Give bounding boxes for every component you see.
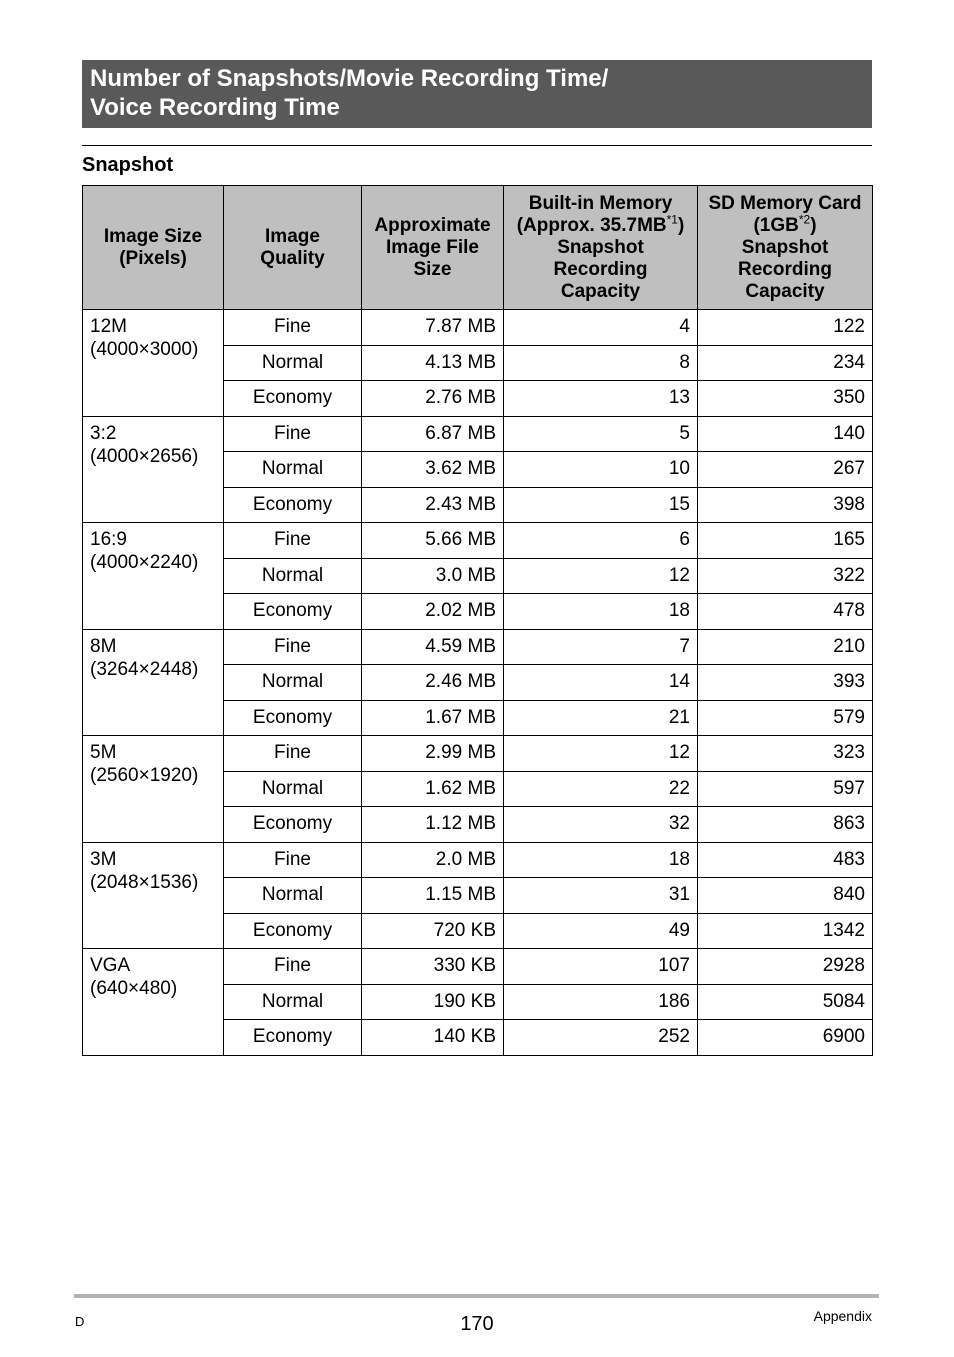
sd-capacity-cell: 322 bbox=[698, 558, 873, 594]
builtin-capacity-cell: 14 bbox=[504, 665, 698, 701]
page-title-line-2: Voice Recording Time bbox=[90, 94, 340, 121]
sd-capacity-cell: 478 bbox=[698, 594, 873, 630]
builtin-capacity-cell: 32 bbox=[504, 807, 698, 843]
builtin-capacity-cell: 252 bbox=[504, 1020, 698, 1056]
file-size-cell: 2.43 MB bbox=[362, 487, 504, 523]
builtin-capacity-cell: 10 bbox=[504, 452, 698, 488]
quality-cell: Fine bbox=[224, 629, 362, 665]
builtin-capacity-cell: 8 bbox=[504, 345, 698, 381]
footnote-marker-2: *2 bbox=[798, 212, 811, 227]
image-size-label: 3:2 bbox=[90, 422, 117, 444]
builtin-capacity-cell: 22 bbox=[504, 771, 698, 807]
quality-cell: Economy bbox=[224, 913, 362, 949]
builtin-capacity-cell: 12 bbox=[504, 558, 698, 594]
builtin-capacity-cell: 21 bbox=[504, 700, 698, 736]
file-size-cell: 190 KB bbox=[362, 984, 504, 1020]
page-title-line-1: Number of Snapshots/Movie Recording Time/ bbox=[90, 65, 609, 92]
header-file-size: Approximate Image File Size bbox=[362, 186, 504, 310]
image-size-cell bbox=[83, 842, 224, 949]
image-size-cell bbox=[83, 416, 224, 523]
builtin-capacity-cell: 15 bbox=[504, 487, 698, 523]
quality-cell: Economy bbox=[224, 594, 362, 630]
sd-capacity-cell: 210 bbox=[698, 629, 873, 665]
page-title-bar bbox=[82, 60, 872, 128]
image-size-pixels: (2048×1536) bbox=[90, 871, 199, 893]
sd-capacity-cell: 1342 bbox=[698, 913, 873, 949]
image-size-label: VGA bbox=[90, 955, 131, 976]
builtin-capacity-cell: 6 bbox=[504, 523, 698, 559]
table-header-row bbox=[83, 186, 873, 310]
file-size-cell: 2.76 MB bbox=[362, 381, 504, 417]
header-image-quality: Image Quality bbox=[224, 186, 362, 310]
header-image-size: Image Size (Pixels) bbox=[83, 186, 224, 310]
image-size-label: 5M bbox=[90, 742, 117, 763]
page-number: 170 bbox=[460, 1313, 494, 1335]
file-size-cell: 3.0 MB bbox=[362, 558, 504, 594]
file-size-cell: 5.66 MB bbox=[362, 523, 504, 559]
builtin-capacity-cell: 31 bbox=[504, 878, 698, 914]
file-size-cell: 1.15 MB bbox=[362, 878, 504, 914]
builtin-capacity-cell: 18 bbox=[504, 594, 698, 630]
sd-capacity-cell: 122 bbox=[698, 310, 873, 346]
quality-cell: Normal bbox=[224, 771, 362, 807]
builtin-capacity-cell: 4 bbox=[504, 310, 698, 346]
footnote-marker-1: *1 bbox=[666, 212, 678, 227]
sd-capacity-cell: 267 bbox=[698, 452, 873, 488]
image-size-cell bbox=[83, 629, 224, 736]
table-row bbox=[83, 310, 873, 346]
quality-cell: Economy bbox=[224, 1020, 362, 1056]
quality-cell: Normal bbox=[224, 984, 362, 1020]
snapshot-capacity-table bbox=[82, 185, 873, 1056]
quality-cell: Economy bbox=[224, 700, 362, 736]
quality-cell: Economy bbox=[224, 487, 362, 523]
builtin-capacity-cell: 13 bbox=[504, 381, 698, 417]
table-row bbox=[83, 416, 873, 452]
header-sd-card: SD Memory Card (1GB$^{*2}$) Snapshot Recording Capacity bbox=[698, 186, 873, 310]
image-size-pixels: (2560×1920) bbox=[90, 765, 199, 786]
image-size-pixels: (4000×2656) bbox=[90, 445, 199, 467]
quality-cell: Fine bbox=[224, 523, 362, 559]
image-size-cell bbox=[83, 736, 224, 843]
quality-cell: Fine bbox=[224, 416, 362, 452]
builtin-capacity-cell: 18 bbox=[504, 842, 698, 878]
quality-cell: Economy bbox=[224, 807, 362, 843]
section-heading: Snapshot bbox=[82, 154, 174, 176]
file-size-cell: 1.67 MB bbox=[362, 700, 504, 736]
table-body bbox=[83, 310, 873, 1056]
quality-cell: Normal bbox=[224, 345, 362, 381]
quality-cell: Fine bbox=[224, 842, 362, 878]
builtin-capacity-cell: 186 bbox=[504, 984, 698, 1020]
table-row bbox=[83, 842, 873, 878]
file-size-cell: 2.0 MB bbox=[362, 842, 504, 878]
image-size-pixels: (4000×3000) bbox=[90, 339, 199, 360]
image-size-pixels: (640×480) bbox=[90, 978, 178, 999]
file-size-cell: 1.12 MB bbox=[362, 807, 504, 843]
sd-capacity-cell: 6900 bbox=[698, 1020, 873, 1056]
sd-capacity-cell: 140 bbox=[698, 416, 873, 452]
builtin-capacity-cell: 5 bbox=[504, 416, 698, 452]
image-size-pixels: (3264×2448) bbox=[90, 658, 199, 680]
sd-capacity-cell: 323 bbox=[698, 736, 873, 772]
file-size-cell: 3.62 MB bbox=[362, 452, 504, 488]
quality-cell: Normal bbox=[224, 452, 362, 488]
sd-capacity-cell: 234 bbox=[698, 345, 873, 381]
image-size-label: 12M bbox=[90, 316, 127, 337]
image-size-cell bbox=[83, 310, 224, 417]
file-size-cell: 2.46 MB bbox=[362, 665, 504, 701]
file-size-cell: 1.62 MB bbox=[362, 771, 504, 807]
file-size-cell: 140 KB bbox=[362, 1020, 504, 1056]
file-size-cell: 4.13 MB bbox=[362, 345, 504, 381]
quality-cell: Fine bbox=[224, 736, 362, 772]
quality-cell: Normal bbox=[224, 665, 362, 701]
file-size-cell: 2.02 MB bbox=[362, 594, 504, 630]
image-size-label: 3M bbox=[90, 848, 117, 870]
image-size-cell bbox=[83, 523, 224, 630]
sd-capacity-cell: 350 bbox=[698, 381, 873, 417]
quality-cell: Fine bbox=[224, 949, 362, 985]
sd-capacity-cell: 393 bbox=[698, 665, 873, 701]
builtin-capacity-cell: 107 bbox=[504, 949, 698, 985]
builtin-capacity-cell: 12 bbox=[504, 736, 698, 772]
file-size-cell: 2.99 MB bbox=[362, 736, 504, 772]
sd-capacity-cell: 2928 bbox=[698, 949, 873, 985]
sd-capacity-cell: 5084 bbox=[698, 984, 873, 1020]
sd-capacity-cell: 165 bbox=[698, 523, 873, 559]
image-size-cell bbox=[83, 949, 224, 1056]
sd-capacity-cell: 398 bbox=[698, 487, 873, 523]
image-size-pixels: (4000×2240) bbox=[90, 552, 199, 573]
quality-cell: Fine bbox=[224, 310, 362, 346]
table-row bbox=[83, 736, 873, 772]
image-size-label: 8M bbox=[90, 635, 117, 657]
file-size-cell: 720 KB bbox=[362, 913, 504, 949]
file-size-cell: 330 KB bbox=[362, 949, 504, 985]
table-row bbox=[83, 949, 873, 985]
header-builtin-memory: Built-in Memory (Approx. 35.7MB$^{*1}$) Snapshot Recording Capacity bbox=[504, 186, 698, 310]
sd-capacity-cell: 840 bbox=[698, 878, 873, 914]
table-row bbox=[83, 523, 873, 559]
quality-cell: Normal bbox=[224, 878, 362, 914]
title-divider bbox=[82, 145, 872, 146]
builtin-capacity-cell: 49 bbox=[504, 913, 698, 949]
file-size-cell: 7.87 MB bbox=[362, 310, 504, 346]
quality-cell: Normal bbox=[224, 558, 362, 594]
file-size-cell: 4.59 MB bbox=[362, 629, 504, 665]
sd-capacity-cell: 579 bbox=[698, 700, 873, 736]
file-size-cell: 6.87 MB bbox=[362, 416, 504, 452]
quality-cell: Economy bbox=[224, 381, 362, 417]
footer-divider bbox=[74, 1294, 879, 1298]
sd-capacity-cell: 597 bbox=[698, 771, 873, 807]
builtin-capacity-cell: 7 bbox=[504, 629, 698, 665]
sd-capacity-cell: 863 bbox=[698, 807, 873, 843]
sd-capacity-cell: 483 bbox=[698, 842, 873, 878]
footer-section-name: Appendix bbox=[813, 1308, 872, 1324]
table-row bbox=[83, 629, 873, 665]
footer-language-code: D bbox=[75, 1314, 85, 1329]
image-size-label: 16:9 bbox=[90, 529, 127, 550]
